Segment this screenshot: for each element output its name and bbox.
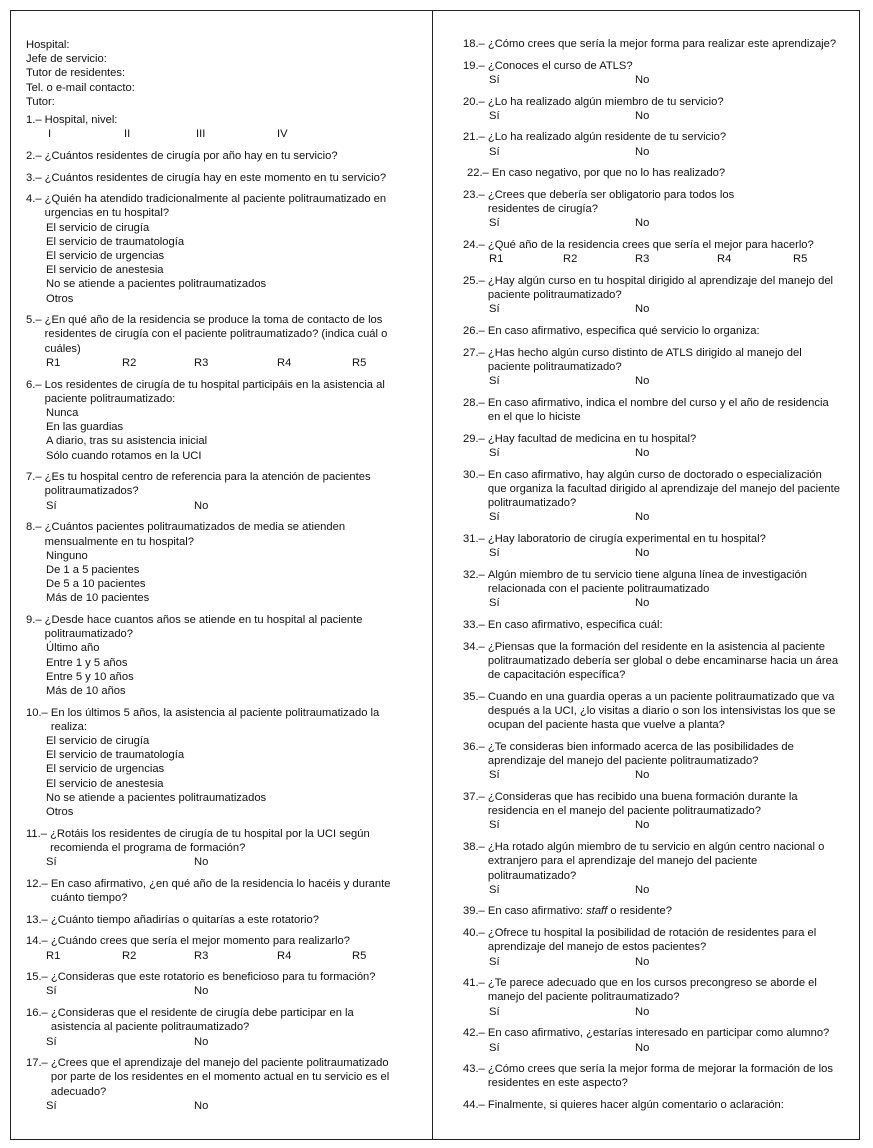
question-10: 10.– En los últimos 5 años, la asistencia al paciente politraumatizado la realiza: El servicio de cirugía El servicio de traumatología El servicio de urgencias El servicio de anestesia No se atiende a pacientes politraumatizados Otros [26,706,406,820]
question-20: 20.– ¿Lo ha realizado algún miembro de tu servicio? Sí No [463,95,843,123]
no-option: No [194,1099,209,1112]
question-38: 38.– ¿Ha rotado algún miembro de tu servicio en algún centro nacional o extranjero para el aprendizaje del manejo del paciente politraumatizado? Sí No [463,840,843,897]
yes-option: Sí [489,73,500,86]
option: De 5 a 10 pacientes [46,578,146,591]
option: No se atiende a pacientes politraumatizados [46,791,267,804]
yes-option: Sí [489,109,500,122]
right-column [463,37,843,1120]
yes-no [463,216,843,230]
question-26: 26.– En caso afirmativo, especifica qué servicio lo organiza: [463,325,760,338]
staff-term: staff [586,905,608,918]
option: El servicio de urgencias [46,250,165,263]
yes-no [26,855,406,869]
question-40: 40.– ¿Ofrece tu hospital la posibilidad de rotación de residentes para el aprendizaje del manejo de estos pacientes? Sí No [463,926,843,969]
question-3: 3.– ¿Cuántos residentes de cirugía hay en este momento en tu servicio? [26,171,387,184]
year-option: R5 [352,949,367,962]
option: El servicio de traumatología [46,749,185,762]
year-option: R4 [277,356,292,369]
no-option: No [635,1041,650,1054]
no-option: No [635,597,650,610]
option: De 1 a 5 pacientes [46,563,140,576]
year-options [463,252,843,266]
yes-no [463,883,843,897]
question-27: 27.– ¿Has hecho algún curso distinto de ATLS dirigido al manejo del paciente politraumatizado? Sí No [463,346,843,389]
question-9: 9.– ¿Desde hace cuantos años se atiende en tu hospital al paciente politraumatizado? Último año Entre 1 y 5 años Entre 5 y 10 años Más de 10 años [26,613,406,698]
yes-option: Sí [489,511,500,524]
option: El servicio de cirugía [46,221,150,234]
question-39: 39.– En caso afirmativo: staff o residente? [463,905,672,918]
yes-no [463,302,843,316]
level-option: II [124,128,131,141]
option: Más de 10 años [46,684,126,697]
yes-option: Sí [489,303,500,316]
yes-no [463,73,843,87]
question-16: 16.– ¿Consideras que el residente de cirugía debe participar en la asistencia al paciente politraumatizado? Sí No [26,1006,406,1049]
year-option: R2 [563,253,578,266]
yes-no [26,984,406,998]
yes-option: Sí [489,375,500,388]
option: Nunca [46,406,79,419]
year-option: R4 [277,949,292,962]
year-option: R4 [717,253,732,266]
yes-option: Sí [489,597,500,610]
year-option: R1 [489,253,504,266]
year-option: R2 [122,949,137,962]
yes-option: Sí [46,499,57,512]
level-option: III [196,128,206,141]
no-option: No [635,955,650,968]
question-35: 35.– Cuando en una guardia operas a un paciente politraumatizado que va después a la UCI, ¿lo visitas a diario o son los intensivistas los que se ocupan del paciente hasta que vuelve a planta? [463,690,836,732]
question-14: 14.– ¿Cuándo crees que sería el mejor momento para realizarlo? R1 R2 R3 R4 R5 [26,934,406,962]
option: Entre 1 y 5 años [46,656,128,669]
column-divider [432,10,433,1140]
yes-no [26,499,406,513]
yes-no [463,818,843,832]
no-option: No [635,547,650,560]
question-19: 19.– ¿Conoces el curso de ATLS? Sí No [463,59,843,87]
yes-no [463,768,843,782]
no-option: No [635,109,650,122]
yes-no [463,1005,843,1019]
yes-no [463,510,843,524]
option: Otros [46,292,74,305]
yes-option: Sí [489,819,500,832]
year-option: R5 [793,253,808,266]
yes-no [463,955,843,969]
year-option: R1 [46,356,61,369]
no-option: No [635,769,650,782]
option: Último año [46,642,100,655]
question-1: 1.– Hospital, nivel: I II III IV [26,113,406,141]
question-15: 15.– ¿Consideras que este rotatorio es beneficioso para tu formación? Sí No [26,970,406,998]
question-41: 41.– ¿Te parece adecuado que en los cursos precongreso se aborde el manejo del paciente politraumatizado? Sí No [463,976,843,1019]
question-24: 24.– ¿Qué año de la residencia crees que sería el mejor para hacerlo? R1 R2 R3 R4 R5 [463,238,843,266]
yes-no [463,374,843,388]
option: Más de 10 pacientes [46,592,150,605]
yes-no [463,446,843,460]
no-option: No [635,819,650,832]
no-option: No [635,375,650,388]
question-18: 18.– ¿Cómo crees que sería la mejor forma para realizar este aprendizaje? [463,38,837,50]
yes-option: Sí [46,1099,57,1112]
option: El servicio de traumatología [46,235,185,248]
question-6: 6.– Los residentes de cirugía de tu hospital participáis en la asistencia al paciente politraumatizado: Nunca En las guardias A diario, tras su asistencia inicial Sólo cuando rotamos en la UCI [26,378,406,463]
yes-option: Sí [489,883,500,896]
level-option: IV [277,128,288,141]
question-34: 34.– ¿Piensas que la formación del residente en la asistencia al paciente politraumatizado debería ser global o debe encaminarse hacia un área de capacitación específica? [463,640,839,682]
year-options [26,356,406,370]
question-37: 37.– ¿Consideras que has recibido una buena formación durante la residencia en el manejo del paciente politraumatizado? Sí No [463,790,843,833]
option: No se atiende a pacientes politraumatizados [46,278,267,291]
yes-option: Sí [489,145,500,158]
option: El servicio de urgencias [46,763,165,776]
question-33: 33.– En caso afirmativo, especifica cuál: [463,619,663,632]
question-7: 7.– ¿Es tu hospital centro de referencia para la atención de pacientes politraumatizados? Sí No [26,470,406,513]
question-36: 36.– ¿Te consideras bien informado acerca de las posibilidades de aprendizaje del manejo del paciente politraumatizado? Sí No [463,740,843,783]
option: En las guardias [46,421,124,434]
question-42: 42.– En caso afirmativo, ¿estarías interesado en participar como alumno? Sí No [463,1026,843,1054]
question-17: 17.– ¿Crees que el aprendizaje del manejo del paciente politraumatizado por parte de los residentes en el momento actual en tu servicio es el adecuado? Sí No [26,1056,406,1113]
no-option: No [635,511,650,524]
question-21: 21.– ¿Lo ha realizado algún residente de tu servicio? Sí No [463,130,843,158]
yes-no [26,1099,406,1113]
no-option: No [635,145,650,158]
yes-no [463,596,843,610]
year-option: R1 [46,949,61,962]
level-options [26,127,406,141]
option: Entre 5 y 10 años [46,670,134,683]
question-4: 4.– ¿Quién ha atendido tradicionalmente al paciente politraumatizado en urgencias en tu hospital? El servicio de cirugía El servicio de traumatología El servicio de urgencias El servicio de anestesia No se atiende a pacientes politraumatizados Otros [26,192,406,306]
yes-option: Sí [46,985,57,998]
yes-no [463,109,843,123]
year-option: R3 [194,949,209,962]
yes-option: Sí [46,1035,57,1048]
field-tutor: Tutor: [26,95,55,108]
yes-option: Sí [489,1005,500,1018]
option: El servicio de anestesia [46,264,164,277]
yes-no [463,145,843,159]
no-option: No [194,1035,209,1048]
no-option: No [635,303,650,316]
option: A diario, tras su asistencia inicial [46,435,208,448]
year-option: R5 [352,356,367,369]
no-option: No [635,217,650,230]
no-option: No [635,447,650,460]
yes-no [463,546,843,560]
question-31: 31.– ¿Hay laboratorio de cirugía experimental en tu hospital? Sí No [463,532,843,560]
question-43: 43.– ¿Cómo crees que sería la mejor forma de mejorar la formación de los residentes en este aspecto? [463,1063,833,1090]
question-13: 13.– ¿Cuánto tiempo añadirías o quitarías a este rotatorio? [26,913,319,926]
question-32: 32.– Algún miembro de tu servicio tiene alguna línea de investigación relacionada con el paciente politraumatizado Sí No [463,568,843,611]
yes-option: Sí [489,547,500,560]
no-option: No [635,73,650,86]
no-option: No [194,856,209,869]
year-option: R2 [122,356,137,369]
option: El servicio de cirugía [46,735,150,748]
field-jefe: Jefe de servicio: [26,53,107,66]
question-44: 44.– Finalmente, si quieres hacer algún comentario o aclaración: [463,1099,784,1112]
question-29: 29.– ¿Hay facultad de medicina en tu hospital? Sí No [463,432,843,460]
no-option: No [194,985,209,998]
no-option: No [194,499,209,512]
left-column [26,38,406,1121]
option: Sólo cuando rotamos en la UCI [46,449,202,462]
question-5: 5.– ¿En qué año de la residencia se produce la toma de contacto de los residentes de cirugía con el paciente politraumatizado? (indica cuál o cuáles) R1 R2 R3 R4 R5 [26,313,406,370]
yes-option: Sí [46,856,57,869]
question-8: 8.– ¿Cuántos pacientes politraumatizados de media se atienden mensualmente en tu hospital? Ninguno De 1 a 5 pacientes De 5 a 10 pacientes Más de 10 pacientes [26,520,406,605]
question-12: 12.– En caso afirmativo, ¿en qué año de la residencia lo hacéis y durante cuánto tiempo? [26,877,391,904]
option: Ninguno [46,549,88,562]
header-fields [26,38,406,109]
question-11: 11.– ¿Rotáis los residentes de cirugía de tu hospital por la UCI según recomienda el programa de formación? Sí No [26,827,406,870]
level-option: I [48,128,52,141]
question-25: 25.– ¿Hay algún curso en tu hospital dirigido al aprendizaje del manejo del paciente politraumatizado? Sí No [463,274,843,317]
year-option: R3 [635,253,650,266]
no-option: No [635,883,650,896]
yes-option: Sí [489,217,500,230]
question-23: 23.– ¿Crees que debería ser obligatorio para todos los residentes de cirugía? Sí No [463,188,843,231]
yes-no [26,1035,406,1049]
question-2: 2.– ¿Cuántos residentes de cirugía por año hay en tu servicio? [26,149,338,162]
option: Otros [46,805,74,818]
field-hospital: Hospital: [26,39,70,51]
field-tutor-residentes: Tutor de residentes: [26,67,126,80]
option: El servicio de anestesia [46,777,164,790]
no-option: No [635,1005,650,1018]
year-option: R3 [194,356,209,369]
yes-option: Sí [489,447,500,460]
yes-option: Sí [489,769,500,782]
question-22: 22.– En caso negativo, por que no lo has realizado? [467,167,726,180]
yes-no [463,1041,843,1055]
yes-option: Sí [489,1041,500,1054]
question-28: 28.– En caso afirmativo, indica el nombre del curso y el año de residencia en el que lo hiciste [463,396,829,424]
question-30: 30.– En caso afirmativo, hay algún curso de doctorado o especialización que organiza la facultad dirigido al aprendizaje del manejo del paciente politraumatizado? Sí No [463,468,843,525]
field-contacto: Tel. o e-mail contacto: [26,81,135,94]
year-options [26,949,406,963]
yes-option: Sí [489,955,500,968]
